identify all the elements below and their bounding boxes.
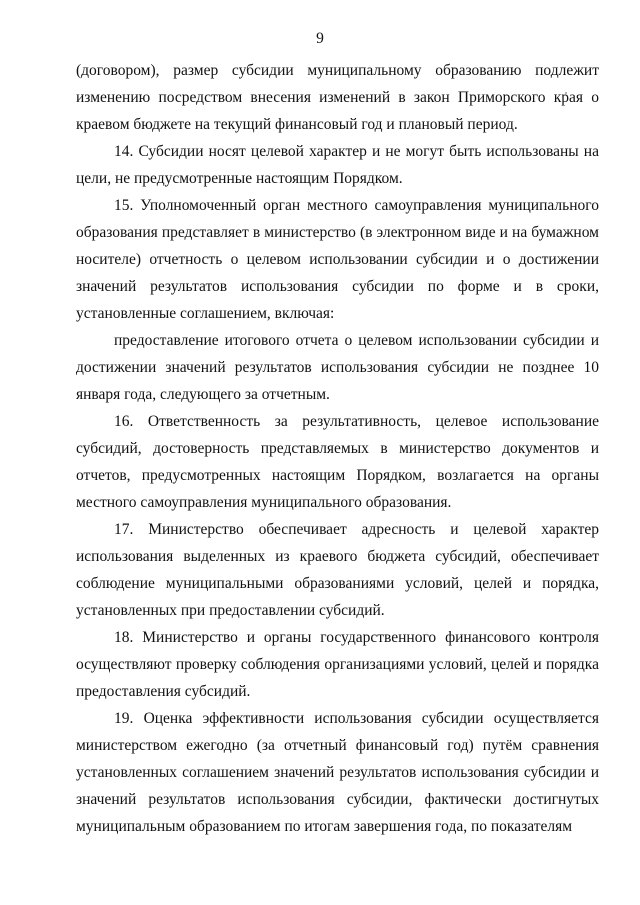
paragraph-19: 19. Оценка эффективности использования субсидии осуществляется министерством ежегодно (за отчетный финансовый год) путём сравнения установленных соглашением значений результатов использования субсидии и значений результатов использования субсидии, фактически достигнутых муниципальным образованием по итогам завершения года, по показателям <box>76 710 599 835</box>
paragraph-15-item: предоставление итогового отчета о целевом использовании субсидии и достижении значений результатов использования субсидии не позднее 10 января года, следующего за отчетным. <box>76 332 599 403</box>
document-body <box>76 57 599 840</box>
paragraph-17: 17. Министерство обеспечивает адресность и целевой характер использования выделенных из краевого бюджета субсидий, обеспечивает соблюдение муниципальными образованиями условий, целей и порядка, установленных при предоставлении субсидий. <box>76 521 599 619</box>
paragraph-15: 15. Уполномоченный орган местного самоуправления муниципального образования представляет в министерство (в электронном виде и на бумажном носителе) отчетность о целевом использовании субсидии и о достижении значений результатов использования субсидии по форме и в сроки, установленные соглашением, включая: <box>76 197 599 322</box>
page-number: 9 <box>316 30 324 47</box>
paragraph-16: 16. Ответственность за результативность, целевое использование субсидий, достоверность представляемых в министерство документов и отчетов, предусмотренных настоящим Порядком, возлагается на органы местного самоуправления муниципального образования. <box>76 413 599 511</box>
paragraph-14: 14. Субсидии носят целевой характер и не могут быть использованы на цели, не предусмотренные настоящим Порядком. <box>76 143 599 187</box>
paragraph-18: 18. Министерство и органы государственного финансового контроля осуществляют проверку соблюдения организациями условий, целей и порядка предоставления субсидий. <box>76 629 599 700</box>
paragraph-continuation: (договором), размер субсидии муниципальному образованию подлежит изменению посредством внесения изменений в закон Приморского края о краевом бюджете на текущий финансовый год и плановый период. <box>76 62 599 133</box>
